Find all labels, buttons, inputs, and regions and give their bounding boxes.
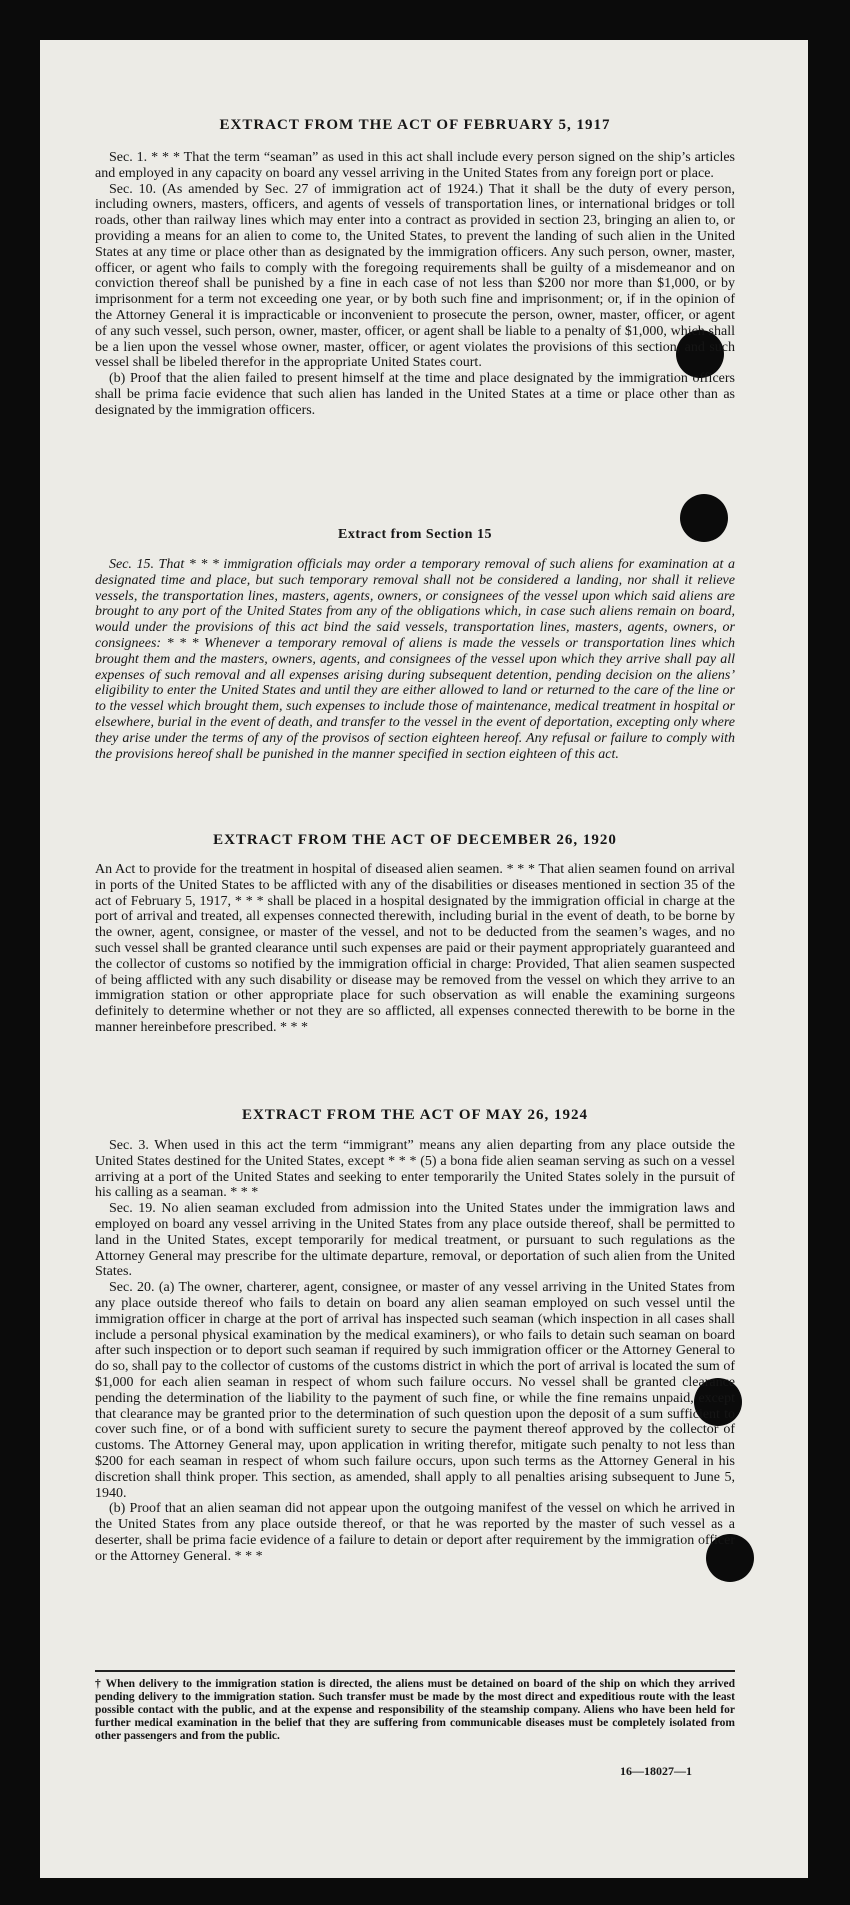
section-20a-paragraph: Sec. 20. (a) The owner, charterer, agent, consignee, or master of any vessel arriving in the United States from any place outside thereof who fails to detain on board any alien seaman employed on such vessel until the immigration officer in charge at the port of arrival has inspected such seaman (which inspection in all cases shall include a personal physical examination by the medical examiners), or who fails to detain such seaman on board after such inspection or to deport such seaman if required by such immigration officer or the Attorney General to do so, shall pay to the collector of customs of the customs district in which the port of arrival is located the sum of $1,000 for each alien seaman in respect of whom such failure occurs. No vessel shall be granted clearance pending the determination of the liability to the payment of such fine, or while the fine remains unpaid, except that clearance may be granted prior to the determination of such question upon the deposit of a sum sufficient to cover such fine, or of a bond with sufficient surety to secure the payment thereof approved by the collector of customs. The Attorney General may, upon application in writing therefor, mitigate such penalty to not less than $200 for each seaman in respect of whom such failure occurs, upon such terms as the Attorney General in his discretion shall think proper. This section, as amended, shall apply to all penalties arising subsequent to June 5, 1940. [95, 1280, 735, 1501]
section-10b-paragraph: (b) Proof that the alien failed to present himself at the time and place designated by the immigration officers shall be prima facie evidence that such alien has landed in the United States at a time or place other than as designated by the immigration officers. [95, 371, 735, 418]
heading-act-1917: EXTRACT FROM THE ACT OF FEBRUARY 5, 1917 [219, 117, 611, 133]
section-10-paragraph: Sec. 10. (As amended by Sec. 27 of immigration act of 1924.) That it shall be the duty of every person, including owners, masters, officers, and agents of vessels of transportation lines, or international bridges or toll roads, other than railway lines which may enter into a contract as provided in section 23, bringing an alien to, or providing a means for an alien to come to, the United States, to prevent the landing of such alien in the United States at any time or place other than as designated by the immigration officers. Any such person, owner, master, officer, or agent who fails to comply with the foregoing requirements shall be guilty of a misdemeanor and on conviction thereof shall be punished by a fine in each case of not less than $200 nor more than $1,000, or by imprisonment for a term not exceeding one year, or by both such fine and imprisonment; or, if in the opinion of the Attorney General it is impracticable or inconvenient to prosecute the person, owner, master, officer, or agent of any such vessel, such person, owner, master, officer, or agent shall be liable to a penalty of $1,000, which shall be a lien upon the vessel whose owner, master, officer, or agent violates the provisions of this section, and such vessel shall be libeled therefor in the appropriate United States court. [95, 181, 735, 371]
act-1920-paragraph: An Act to provide for the treatment in hospital of diseased alien seamen. * * * That alien seamen found on arrival in ports of the United States to be afflicted with any of the disabilities or diseases mentioned in section 35 of the act of February 5, 1917, * * * shall be placed in a hospital designated by the immigration official in charge at the port of arrival and treated, all expenses connected therewith, including burial in the event of death, to be borne by the owner, agent, consignee, or master of the vessel, and not to be deducted from the seamen’s wages, and no such vessel shall be granted clearance until such expenses are paid or their payment appropriately guaranteed and the collector of customs so notified by the immigration official in charge: Provided, That alien seamen suspected of being afflicted with any such disability or disease may be removed from the vessel on which they arrive to an immigration station or other appropriate place for such observation as will enable the examining surgeons definitely to determine whether or not they are so afflicted, all expenses connected therewith to be borne in the manner hereinbefore prescribed. * * * [95, 862, 735, 1035]
section-15-text [95, 557, 735, 762]
heading-act-1920: EXTRACT FROM THE ACT OF DECEMBER 26, 1920 [213, 832, 617, 848]
heading-section-15: Extract from Section 15 [338, 527, 492, 542]
act-1920-text [95, 862, 735, 1036]
footnote-block [95, 1678, 735, 1743]
section-20b-paragraph: (b) Proof that an alien seaman did not appear upon the outgoing manifest of the vessel on which he arrived in the United States from any place outside thereof, or that he was reported by the master of such vessel as a deserter, shall be prima facie evidence of a failure to detain or deport after requirement by the immigration officer or the Attorney General. * * * [95, 1501, 735, 1564]
form-number: 16—18027—1 [620, 1764, 692, 1778]
section-3-paragraph: Sec. 3. When used in this act the term “immigrant” means any alien departing from any place outside the United States destined for the United States, except * * * (5) a bona fide alien seaman serving as such on a vessel arriving at a port of the United States and seeking to enter temporarily the United States solely in the pursuit of his calling as a seaman. * * * [95, 1138, 735, 1201]
section-19-paragraph: Sec. 19. No alien seaman excluded from admission into the United States under the immigration laws and employed on board any vessel arriving in the United States from any place outside thereof, shall be permitted to land in the United States, except temporarily for medical treatment, or pursuant to such regulations as the Attorney General may prescribe for the ultimate departure, removal, or deportation of such alien from the United States. [95, 1201, 735, 1280]
section-1-paragraph: Sec. 1. * * * That the term “seaman” as used in this act shall include every person signed on the ship’s articles and employed in any capacity on board any vessel arriving in the United States from any foreign port or place. [95, 150, 735, 181]
footnote-text: † When delivery to the immigration station is directed, the aliens must be detained on board of the ship on which they arrived pending delivery to the immigration station. Such transfer must be made by the most direct and expeditious route with the least possible contact with the public, and at the expense and responsibility of the steamship company. Aliens who have been held for further medical examination in the belief that they are suffering from communicable diseases must be completely isolated from other passengers and from the public. [95, 1678, 735, 1742]
act-1917-text [95, 150, 735, 419]
footnote-divider [95, 1670, 735, 1672]
section-15-paragraph: Sec. 15. That * * * immigration officials may order a temporary removal of such aliens for examination at a designated time and place, but such temporary removal shall not be considered a landing, nor shall it relieve vessels, the transportation lines, masters, agents, owners, or consignees of the vessel upon which said aliens are brought to any port of the United States from any of the obligations which, in case such aliens remain on board, would under the provisions of this act bind the said vessels, transportation lines, masters, agents, owners, or consignees: * * * Whenever a temporary removal of aliens is made the vessels or transportation lines which brought them and the masters, owners, agents, and consignees of the vessel upon which they arrive shall pay all expenses of such removal and all expenses arising during subsequent detention, pending decision on the aliens’ eligibility to enter the United States and until they are either allowed to land or returned to the care of the line or to the vessel which brought them, such expenses to include those of maintenance, medical treatment in hospital or elsewhere, burial in the event of death, and transfer to the vessel in the event of deportation, excepting only where they arise under the terms of any of the provisos of section eighteen hereof. Any refusal or failure to comply with the provisions hereof shall be punished in the manner specified in section eighteen of this act. [95, 557, 735, 762]
heading-act-1924: EXTRACT FROM THE ACT OF MAY 26, 1924 [241, 1107, 589, 1123]
act-1924-text [95, 1138, 735, 1565]
